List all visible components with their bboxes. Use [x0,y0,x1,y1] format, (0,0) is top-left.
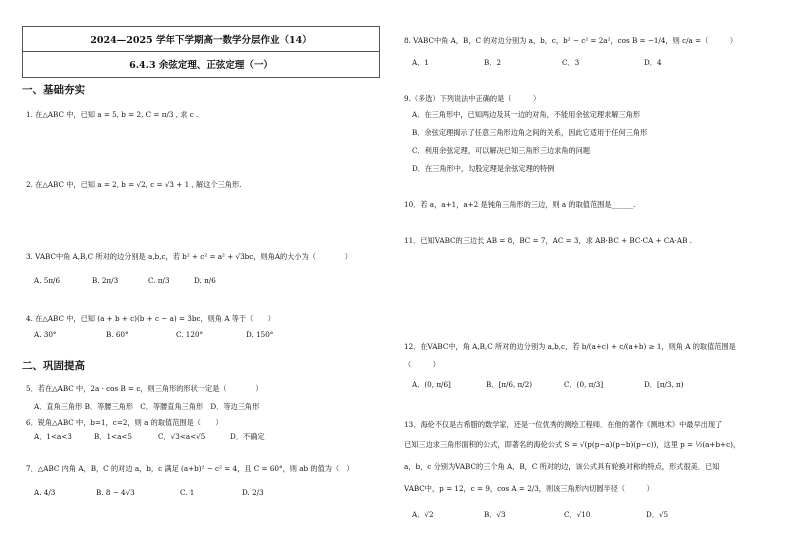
header-divider [23,51,379,52]
question-11: 11．已知VABC的三边长 AB = 8，BC = 7，AC = 3，求 AB·BC + BC·CA + CA·AB . [404,236,692,245]
question-7-options [34,488,364,502]
question-5: 5．若在△ABC 中，2a · cos B = c，则三角形的形状一定是（ ） [26,384,263,393]
q13-option-a: A．√2 [412,510,434,519]
q9-option-a: A．在三角形中，已知两边及其一边的对角，不能用余弦定理求解三角形 [412,110,641,119]
q4-option-a: A. 30° [34,330,57,339]
question-1: 1. 在△ABC 中，已知 a = 5, b = 2, C = π/3 , 求 c . [26,110,199,119]
question-4: 4. 在△ABC 中，已知 (a + b + c)(b + c − a) = 3bc，则角 A 等于（ ） [26,314,275,323]
q12-option-b: B．[π/6, π/2) [486,380,533,389]
question-7: 7．△ABC 内角 A，B，C 的对边 a，b，c 满足 (a+b)² − c² = 4，且 C = 60°，则 ab 的值为（ ） [26,464,354,473]
question-12-options [412,380,772,394]
q8-option-c: C．3 [562,58,580,67]
q8-option-a: A．1 [412,58,429,67]
question-5-options: A．直角三角形 B．等腰三角形 C．等腰直角三角形 D．等边三角形 [34,402,260,411]
question-3-options [34,276,364,290]
q9-option-d: D．在三角形中，勾股定理是余弦定理的特例 [412,164,555,173]
q7-option-b: B. 8 − 4√3 [96,488,135,497]
q13-option-d: D．√5 [646,510,669,519]
question-13-options [412,510,772,522]
q3-option-a: A. 5π/6 [34,276,61,285]
worksheet-title: 2024—2025 学年下学期高一数学分层作业（14） [90,35,312,46]
q8-option-b: B．2 [484,58,502,67]
question-13-line-1: 13．海伦不仅是古希腊的数学家，还是一位优秀的测绘工程师．在他的著作《测地术》中最早出现了 [404,420,723,429]
q6-option-b: B．1<a<5 [94,432,132,441]
q7-option-c: C. 1 [180,488,195,497]
question-8-options [412,58,772,70]
header-box [22,26,380,78]
question-13-line-4: VABC中，p = 12，c = 9，cos A = 2/3，则该三角形内切圆半径（ ） [404,484,654,493]
question-12: 12．在VABC中，角 A,B,C 所对的边分别为 a,b,c，若 b/(a+c) + c/(a+b) ≥ 1，则角 A 的取值范围是 [404,342,736,351]
question-6: 6．锐角△ABC 中，b=1，c=2，则 a 的取值范围是（ ） [26,418,223,427]
q6-option-a: A．1<a<3 [34,432,72,441]
question-8: 8. VABC中角 A，B，C 的对边分别为 a，b，c，b² − c² = 2a²，cos B = −1/4，则 c/a =（ ） [404,36,738,45]
question-2: 2. 在△ABC 中，已知 a = 2, b = √2, c = √3 + 1 , 解这个三角形. [26,180,242,189]
question-6-options [34,432,364,444]
q3-option-c: C. π/3 [148,276,170,285]
question-9: 9.（多选）下列说法中正确的是（ ） [404,94,541,103]
q9-option-b: B．余弦定理揭示了任意三角形边角之间的关系，因此它适用于任何三角形 [412,128,648,137]
question-4-options [34,330,364,342]
q6-option-d: D．不确定 [230,432,265,441]
section-advanced: 二、巩固提高 [22,360,85,372]
q13-option-c: C．√10 [564,510,591,519]
question-3: 3. VABC中角 A,B,C 所对的边分别是 a,b,c，若 b² + c² = a² + √3bc，则角A的大小为（ ） [26,252,352,261]
q8-option-d: D．4 [644,58,662,67]
question-13-line-3: a，b，c 分别为VABC的三个角 A，B，C 所对的边，该公式具有轮换对称的特点，形式很美．已知 [404,462,720,471]
worksheet-subtitle: 6.4.3 余弦定理、正弦定理（一） [129,60,273,71]
section-basic: 一、基础夯实 [22,84,85,96]
q7-option-a: A. 4/3 [34,488,56,497]
q4-option-d: D. 150° [246,330,274,339]
q12-option-d: D．[π/3, π) [644,380,684,389]
q6-option-c: C．√3<a<√5 [158,432,206,441]
q3-option-d: D. π/6 [194,276,216,285]
question-13-line-2: 已知三边求三角形面积的公式，即著名的海伦公式 S = √(p(p−a)(p−b)(p−c))，这里 p = ½(a+b+c)， [404,440,741,449]
q12-option-a: A．(0, π/6] [412,380,451,389]
q4-option-c: C. 120° [176,330,204,339]
q13-option-b: B．√3 [484,510,506,519]
q12-option-c: C．(0, π/3] [564,380,604,389]
q7-option-d: D. 2/3 [242,488,264,497]
q4-option-b: B. 60° [106,330,129,339]
question-10: 10．若 a，a+1，a+2 是钝角三角形的三边，则 a 的取值范围是______. [404,200,636,209]
q3-option-b: B. 2π/3 [92,276,119,285]
question-12-paren: （ ） [404,360,440,369]
q9-option-c: C．利用余弦定理，可以解决已知三角形三边求角的问题 [412,146,591,155]
